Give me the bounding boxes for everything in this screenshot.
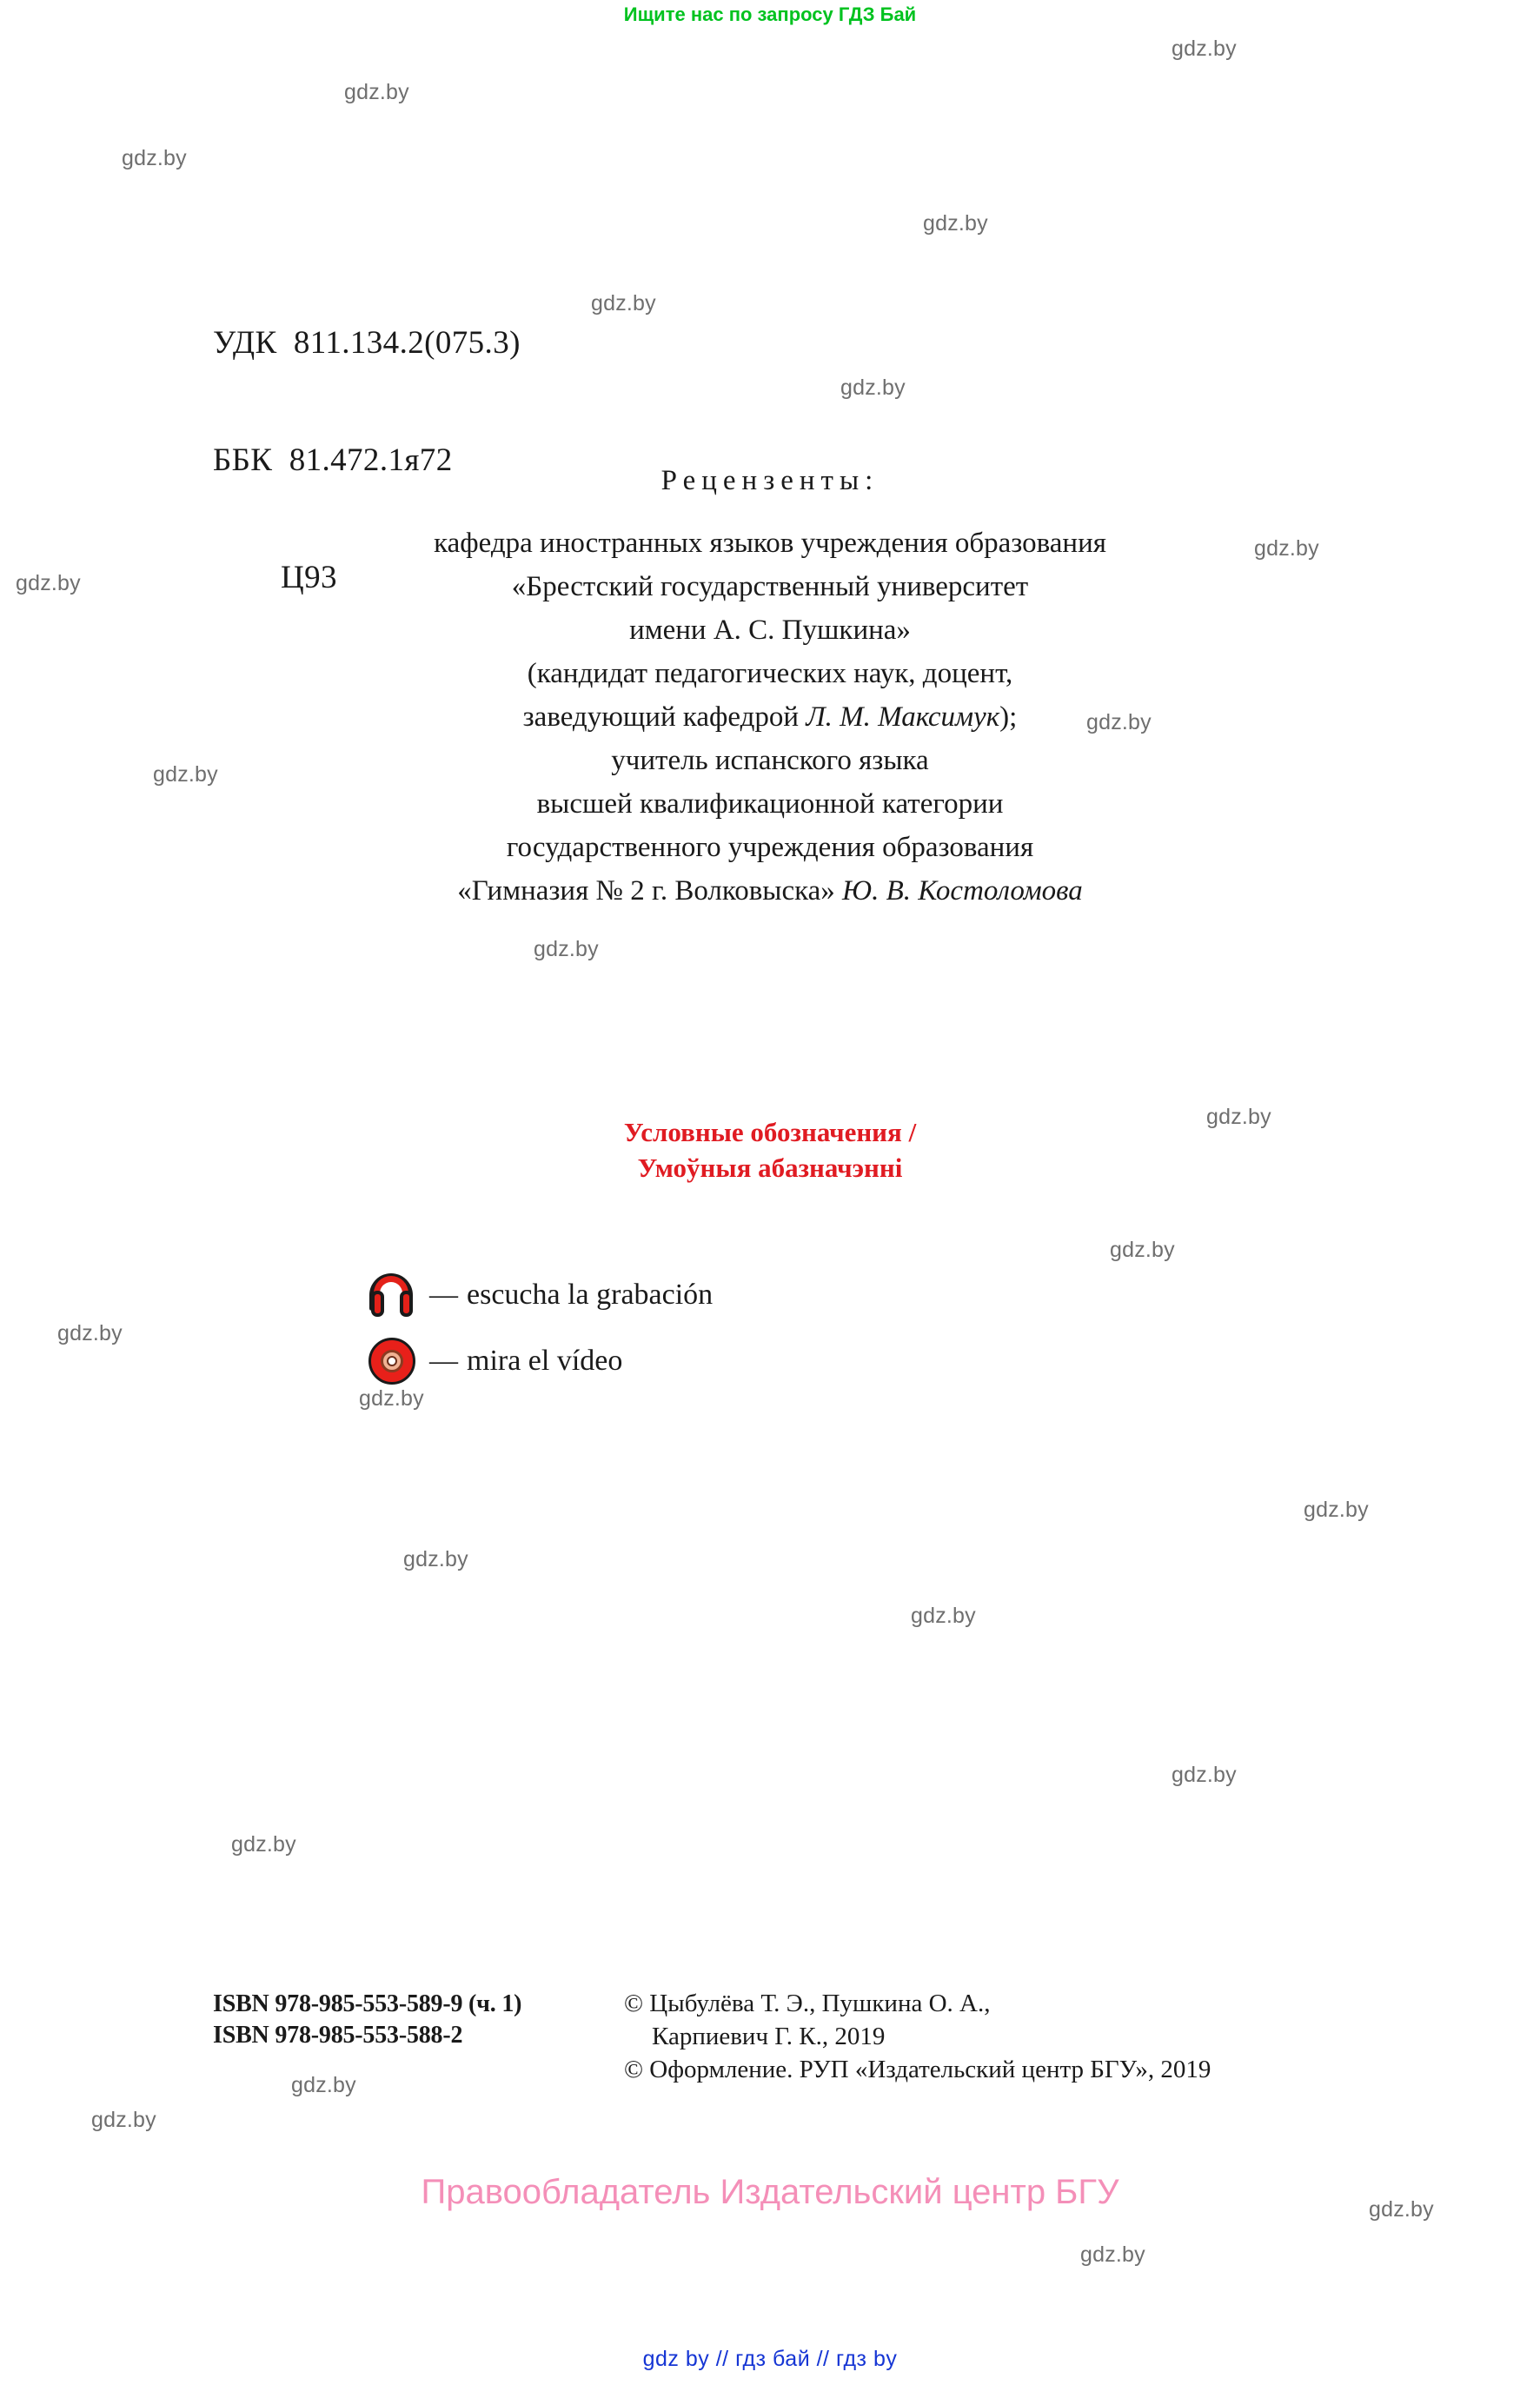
watermark: gdz.by [153,762,218,787]
watermark: gdz.by [57,1321,123,1345]
watermark: gdz.by [344,80,409,104]
reviewers-school-line [0,869,1540,913]
reviewers-line: имени А. С. Пушкина» [629,615,911,646]
watermark: gdz.by [16,571,81,595]
shelf-mark: Ц93 [281,560,337,595]
department-head-name: Л. М. Максимук [806,701,1000,733]
bbk-label: ББК [213,442,273,478]
legend-dash: — [429,1279,458,1311]
headphones-icon [365,1268,419,1322]
legend-title-be: Умоўныя абазначэнні [637,1153,903,1183]
reviewers-line: высшей квалификационной категории [536,788,1004,820]
watermark: gdz.by [923,211,988,236]
bbk-value: 81.472.1я72 [289,442,453,478]
watermark: gdz.by [359,1386,424,1411]
promo-banner: Ищите нас по запросу ГДЗ Бай [623,3,917,25]
udk-row [213,323,521,362]
watermark: gdz.by [403,1547,468,1571]
school-prefix: «Гимназия № 2 г. Волковыска» [457,875,843,907]
legend-title-ru: Условные обозначения / [623,1117,917,1147]
watermark: gdz.by [122,146,187,170]
legend-list [365,1262,713,1394]
udk-label: УДК [213,325,277,361]
reviewers-line: учитель испанского языка [611,745,929,776]
watermark: gdz.by [1369,2197,1434,2222]
watermark: gdz.by [911,1604,976,1628]
watermark: gdz.by [1080,2242,1145,2267]
copyright-design-line: © Оформление. РУП «Издательский центр БГУ», 2019 [624,2056,1211,2083]
watermark: gdz.by [1086,710,1152,734]
copyright-authors-line2: Карпиевич Г. К., 2019 [652,2023,886,2050]
school-reviewer-name: Ю. В. Костоломова [842,875,1083,907]
watermark: gdz.by [291,2073,356,2097]
headphones-right-cup [400,1291,413,1317]
legend-item-audio [365,1262,713,1328]
reviewers-heading: Рецензенты: [660,465,880,496]
legend-title [0,1114,1540,1186]
copyright-authors-line1: © Цыбулёва Т. Э., Пушкина О. А., [624,1990,991,2017]
copyright-block [624,1987,1211,2086]
reviewers-line: кафедра иностранных языков учреждения образования [434,528,1106,559]
watermark: gdz.by [1206,1105,1271,1129]
watermark: gdz.by [534,937,599,961]
rights-holder-line: Правообладатель Издательский центр БГУ [421,2173,1119,2211]
reviewers-line: «Брестский государственный университет [511,571,1029,602]
legend-item-video [365,1328,713,1394]
disc-icon [365,1334,419,1388]
watermark: gdz.by [1110,1238,1175,1262]
watermark: gdz.by [840,375,906,400]
watermark: gdz.by [1172,1763,1237,1787]
watermark: gdz.by [1304,1498,1369,1522]
legend-label-audio: escucha la grabación [467,1279,714,1311]
watermark: gdz.by [591,291,656,316]
reviewers-department-line [0,695,1540,739]
udk-value: 811.134.2(075.3) [293,325,521,361]
reviewers-line: (кандидат педагогических наук, доцент, [527,658,1013,689]
isbn-block [213,1989,521,2051]
watermark: gdz.by [1172,37,1237,61]
isbn-part1: ISBN 978-985-553-589-9 (ч. 1) [213,1990,522,2017]
department-prefix: заведующий кафедрой [522,701,807,733]
reviewers-block [0,459,1540,913]
watermark: gdz.by [91,2108,156,2132]
department-suffix: ); [999,701,1018,733]
disc-hole [387,1356,397,1366]
legend-label-video: mira el vídeo [467,1345,623,1377]
watermark: gdz.by [1254,536,1319,561]
legend-dash: — [429,1345,458,1377]
headphones-left-cup [371,1291,384,1317]
footer-links: gdz by // гдз бай // гдз by [642,2347,898,2371]
watermark: gdz.by [231,1832,296,1857]
reviewers-line: государственного учреждения образования [506,832,1034,863]
isbn-part2: ISBN 978-985-553-588-2 [213,2022,463,2049]
